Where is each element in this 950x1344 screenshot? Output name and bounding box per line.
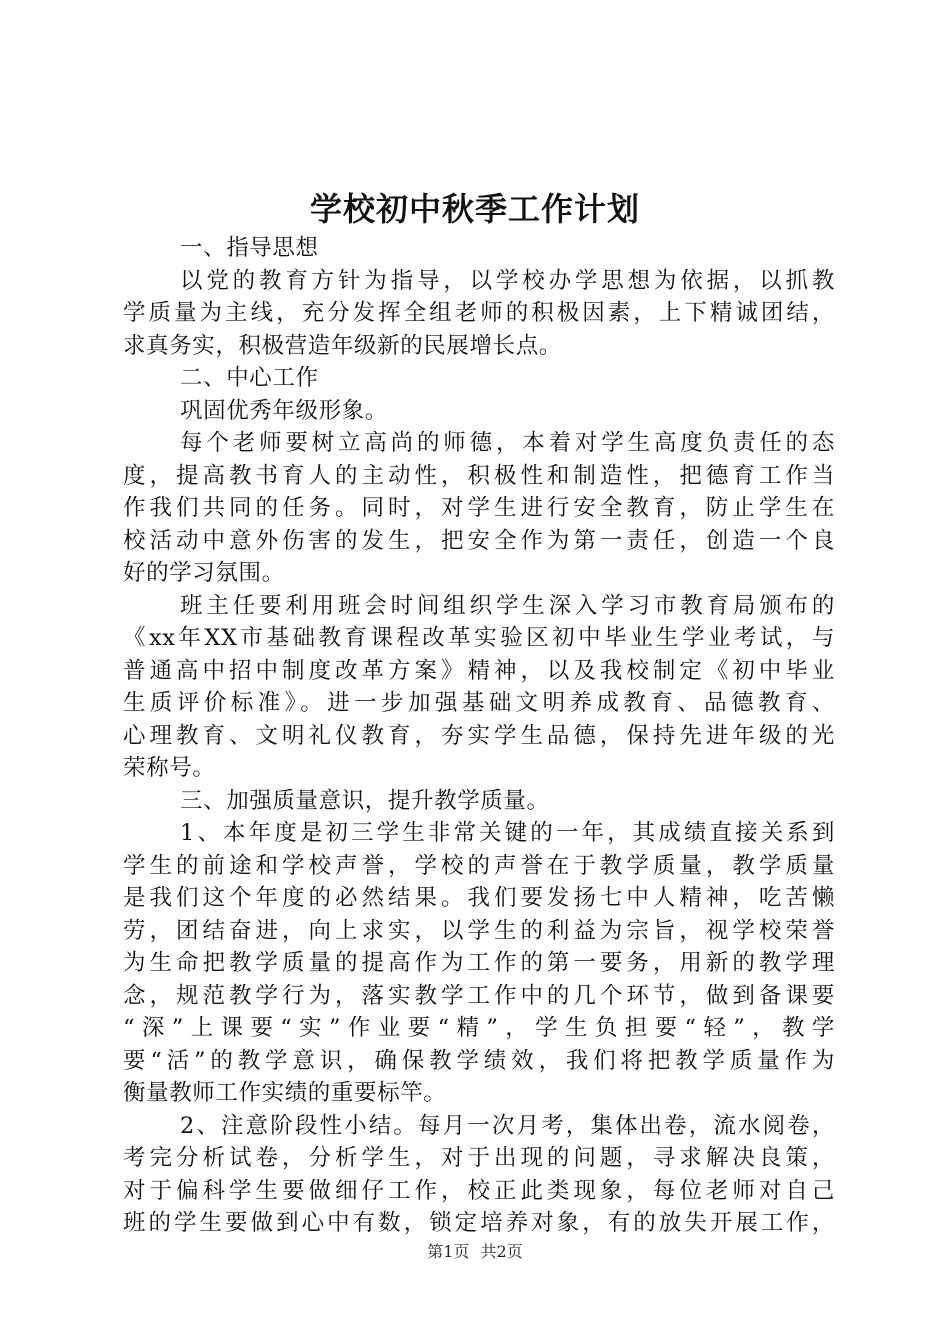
text-line: 生质评价标准》。进一步加强基础文明养成教育、品德教育、 <box>123 690 835 716</box>
text-line: 班主任要利用班会时间组织学生深入学习市教育局颁布的 <box>180 592 835 619</box>
text-line: 念，规范教学行为，落实教学工作中的几个环节，做到备课要 <box>123 982 835 1009</box>
text-line: 校活动中意外伤害的发生，把安全作为第一责任，创造一个良 <box>123 527 835 554</box>
text-line: 心理教育、文明礼仪教育，夯实学生品德，保持先进年级的光 <box>123 722 835 749</box>
text-line: 学质量为主线，充分发挥全组老师的积极因素，上下精诚团结， <box>123 300 835 326</box>
text-line: 求真务实，积极营造年级新的民展增长点。 <box>123 332 562 359</box>
text-line: 作我们共同的任务。同时，对学生进行安全教育，防止学生在 <box>123 495 835 521</box>
text-line: 以党的教育方针为指导，以学校办学思想为依据，以抓教 <box>180 267 835 294</box>
text-line: “深”上课要“实”作业要“精”，学生负担要“轻”，教学 <box>123 1015 835 1041</box>
text-line: 衡量教师工作实绩的重要标竿。 <box>123 1080 447 1106</box>
text-line: 普通高中招中制度改革方案》精神，以及我校制定《初中毕业 <box>123 657 835 684</box>
section-heading: 一、指导思想 <box>180 235 319 261</box>
text-line: 好的学习氛围。 <box>123 560 285 586</box>
text-line: 《xx年XX市基础教育课程改革实验区初中毕业生学业考试，与 <box>123 625 835 651</box>
page-total: 共2页 <box>480 1242 523 1261</box>
text-line: 2、注意阶段性小结。每月一次月考，集体出卷，流水阅卷， <box>180 1112 835 1139</box>
text-line: 为生命把教学质量的提高作为工作的第一要务，用新的教学理 <box>123 950 835 976</box>
document-title: 学校初中秋季工作计划 <box>309 190 640 228</box>
page-number: 第1页 <box>427 1242 470 1261</box>
text-line: 1、本年度是初三学生非常关键的一年，其成绩直接关系到 <box>180 820 835 846</box>
text-line: 考完分析试卷，分析学生，对于出现的问题，寻求解决良策， <box>123 1145 835 1171</box>
text-line: 是我们这个年度的必然结果。我们要发扬七中人精神，吃苦懒 <box>123 885 835 911</box>
text-line: 每个老师要树立高尚的师德，本着对学生高度负责任的态 <box>180 430 835 456</box>
text-line: 劳，团结奋进，向上求实，以学生的利益为宗旨，视学校荣誉 <box>123 917 835 944</box>
document-body <box>123 232 835 1240</box>
text-line: 巩固优秀年级形象。 <box>180 397 388 424</box>
section-heading: 三、加强质量意识，提升教学质量。 <box>180 787 550 814</box>
section-heading: 二、中心工作 <box>180 365 319 391</box>
text-line: 班的学生要做到心中有数，锁定培养对象，有的放失开展工作， <box>123 1210 835 1236</box>
page-footer <box>0 1240 950 1264</box>
text-line: 对于偏科学生要做细仔工作，校正此类现象，每位老师对自己 <box>123 1177 835 1204</box>
text-line: 学生的前途和学校声誉，学校的声誉在于教学质量，教学质量 <box>123 852 835 879</box>
text-line: 荣称号。 <box>123 755 216 781</box>
text-line: 要“活”的教学意识，确保教学绩效，我们将把教学质量作为 <box>123 1047 835 1074</box>
text-line: 度，提高教书育人的主动性，积极性和制造性，把德育工作当 <box>123 462 835 489</box>
